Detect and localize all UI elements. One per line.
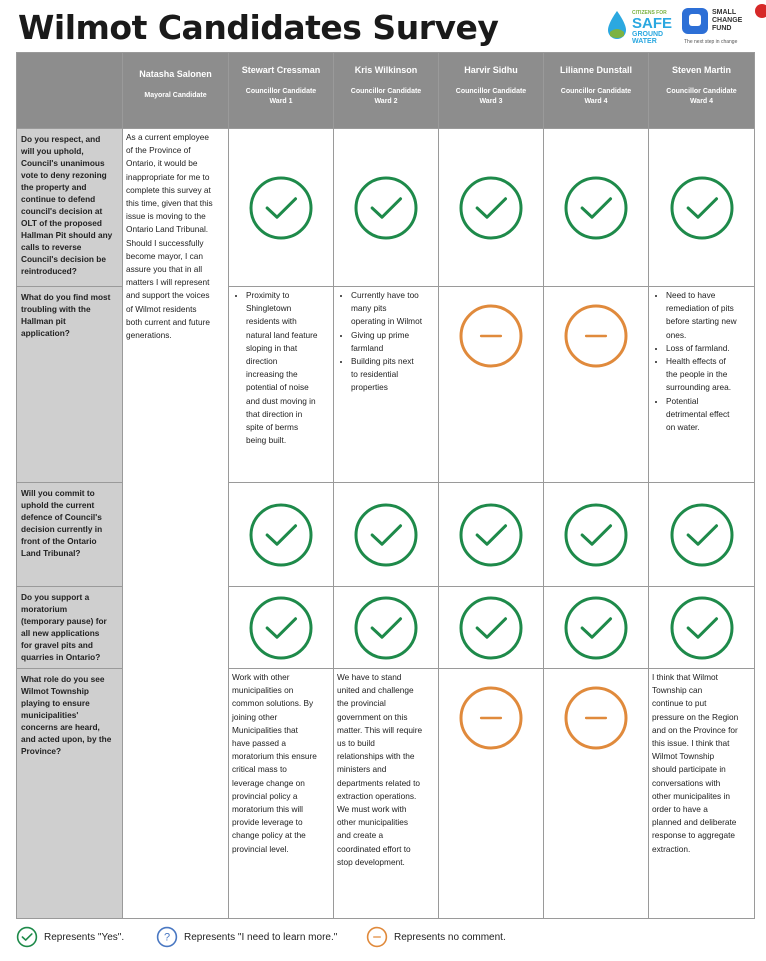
fund-name: SMALL CHANGE FUND: [712, 9, 743, 32]
answer-cell: [334, 129, 439, 287]
yes-check-icon: [353, 199, 419, 216]
question-cell: What role do you see Wilmot Township playing to ensure municipalities' concerns are heard, and acted upon, by the Province?: [17, 669, 123, 919]
page-title: Wilmot Candidates Survey: [18, 8, 499, 47]
legend-learn: ? Represents "I need to learn more.": [156, 926, 337, 948]
legend-yes: Represents "Yes".: [16, 926, 124, 948]
answer-cell: [334, 483, 439, 587]
no-comment-icon: [458, 327, 524, 344]
answer-text-cell: I think that Wilmot Township can continue to put pressure on the Region and on the Province for this issue. I think that Wilmot Township should participate in conversations with other municipalites in order to have a planned and deliberate response to aggregate extraction.: [649, 669, 755, 919]
answer-cell: [544, 287, 649, 483]
candidate-header: Steven Martin Councillor Candidate Ward 4: [649, 53, 755, 129]
candidate-header: Harvir Sidhu Councillor Candidate Ward 3: [439, 53, 544, 129]
logo-kicker: CITIZENS FOR: [632, 10, 667, 16]
answer-cell: [544, 129, 649, 287]
answer-cell: [439, 669, 544, 919]
answer-cell: [439, 587, 544, 669]
yes-check-icon: [248, 199, 314, 216]
question-cell: Do you support a moratorium (temporary pause) for all new applications for gravel pits and quarries in Ontario?: [17, 587, 123, 669]
answer-text-cell: We have to stand united and challenge the provincial government on this matter. This will require us to build relationships with the ministers and departments related to extraction operations. We must work with other municipalities and create a coordinated effort to stop development.: [334, 669, 439, 919]
fund-tagline: The next step in change: [684, 39, 738, 45]
survey-table: [16, 52, 755, 919]
answer-cell: [229, 587, 334, 669]
logo-ground: GROUND: [632, 31, 664, 38]
answer-text-cell: • Proximity to Shingletown residents with natural land feature sloping in that direction increasing the potential of noise and dust moving in that direction in spite of berms being built.: [229, 287, 334, 483]
candidate-header: Stewart Cressman Councillor Candidate Ward 1: [229, 53, 334, 129]
corner-cell: [17, 53, 123, 129]
legend-no-comment: Represents no comment.: [366, 926, 506, 948]
yes-check-icon: [353, 526, 419, 543]
legend: [16, 924, 754, 954]
yes-check-icon: [248, 619, 314, 636]
yes-check-icon: [563, 199, 629, 216]
answer-cell: [649, 587, 755, 669]
answer-text-cell: • Currently have too many pits operating in Wilmot • Giving up prime farmland • Building pits next to residential properties: [334, 287, 439, 483]
answer-cell: [439, 287, 544, 483]
header-row: [17, 53, 755, 129]
question-row: [17, 129, 755, 287]
yes-check-icon: [563, 526, 629, 543]
notification-dot: [755, 4, 766, 18]
answer-text-cell: • Need to have remediation of pits before starting new ones. • Loss of farmland. • Health effects of the people in the surrounding area. • Potential detrimental effect on water.: [649, 287, 755, 483]
candidate-header: Kris Wilkinson Councillor Candidate Ward 2: [334, 53, 439, 129]
question-mark-icon: [156, 926, 184, 948]
yes-check-icon: [458, 619, 524, 636]
no-comment-icon: [366, 926, 394, 948]
answer-cell: [649, 483, 755, 587]
mayor-response: As a current employee of the Province of Ontario, it would be inappropriate for me to complete this survey at this time, given that this issue is moving to the Ontario Land Tribunal. Should I successfully become mayor, I can assure you that in all matters I will represent and support the voices of Wilmot residents both current and future generations.: [123, 129, 229, 919]
question-cell: What do you find most troubling with the Hallman pit application?: [17, 287, 123, 483]
logo-water: WATER: [632, 38, 657, 45]
safe-ground-water-logo: [604, 6, 676, 46]
yes-check-icon: [669, 199, 735, 216]
answer-cell: [544, 483, 649, 587]
question-cell: Do you respect, and will you uphold, Council's unanimous vote to deny rezoning the property and continue to defend council's decision at OLT of the proposed Hallman Pit should any calls to reverse Council's decision be reintroduced?: [17, 129, 123, 287]
answer-cell: [229, 483, 334, 587]
candidate-header: Lilianne Dunstall Councillor Candidate Ward 4: [544, 53, 649, 129]
yes-check-icon: [353, 619, 419, 636]
answer-cell: [649, 129, 755, 287]
answer-cell: [439, 483, 544, 587]
answer-cell: [544, 669, 649, 919]
yes-check-icon: [563, 619, 629, 636]
no-comment-icon: [458, 709, 524, 726]
answer-cell: [544, 587, 649, 669]
answer-text-cell: Work with other municipalities on common solutions. By joining other Municipalities that have passed a moratorium this ensure critical mass to leverage change on provincial policy a moratorium this will provide leverage to change policy at the provincial level.: [229, 669, 334, 919]
yes-check-icon: [669, 526, 735, 543]
yes-check-icon: [248, 526, 314, 543]
answer-cell: [439, 129, 544, 287]
candidate-header: Natasha Salonen Mayoral Candidate: [123, 53, 229, 129]
yes-check-icon: [458, 526, 524, 543]
small-change-fund-logo: [682, 8, 762, 48]
svg-text:?: ?: [163, 931, 171, 944]
water-drop-icon: [606, 10, 628, 42]
logo-safe: SAFE: [632, 15, 673, 32]
fund-mark-icon: [682, 8, 708, 34]
yes-check-icon: [458, 199, 524, 216]
yes-check-icon: [16, 926, 44, 948]
question-cell: Will you commit to uphold the current defence of Council's decision currently in front of the Ontario Land Tribunal?: [17, 483, 123, 587]
answer-cell: [334, 587, 439, 669]
answer-cell: [229, 129, 334, 287]
no-comment-icon: [563, 327, 629, 344]
yes-check-icon: [669, 619, 735, 636]
no-comment-icon: [563, 709, 629, 726]
